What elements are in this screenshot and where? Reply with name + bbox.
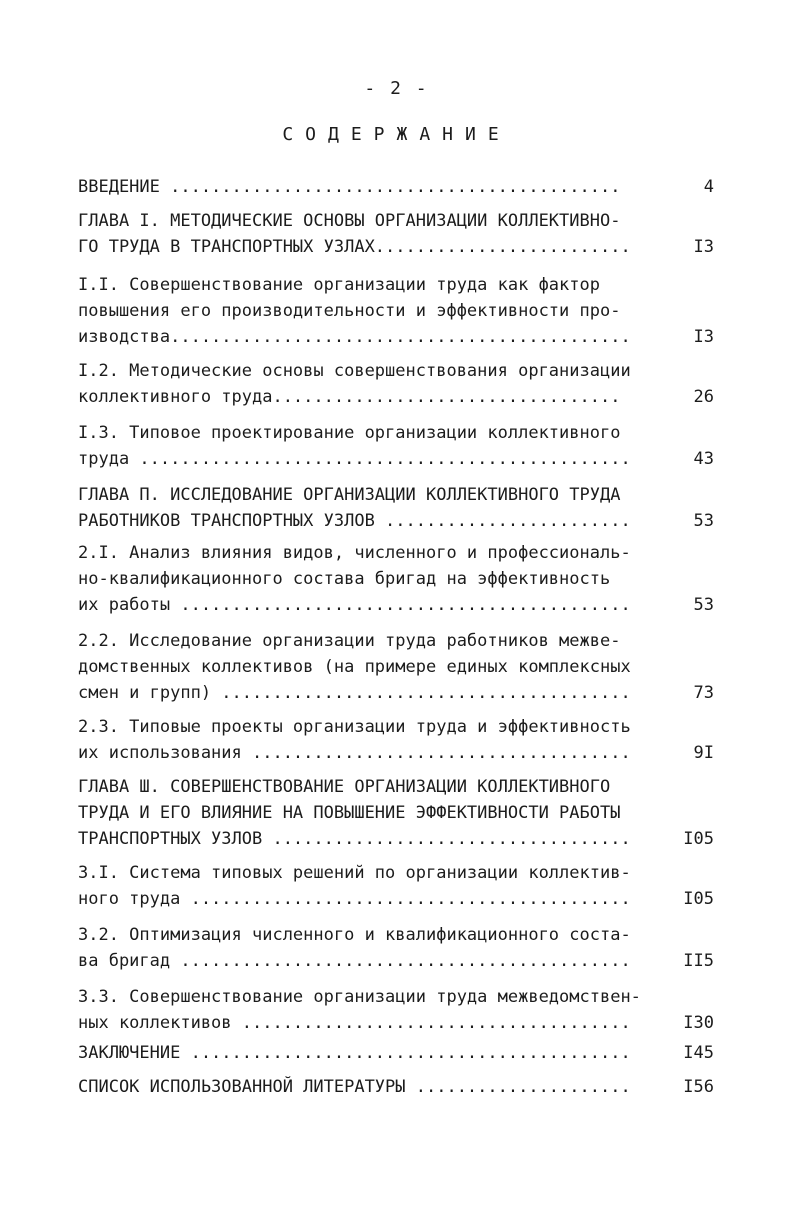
toc-entry-line <box>78 680 728 706</box>
toc-entry-line <box>78 592 728 618</box>
toc-entry-line <box>78 324 728 350</box>
toc-entry-line <box>78 384 728 410</box>
toc-entry-line <box>78 508 728 534</box>
toc-page-number: I30 <box>683 1013 714 1033</box>
toc-entry <box>78 482 728 534</box>
toc-entry <box>78 208 728 260</box>
toc-entry-line <box>78 886 728 912</box>
toc-entry-line: ГЛАВА I. МЕТОДИЧЕСКИЕ ОСНОВЫ ОРГАНИЗАЦИИ КОЛЛЕКТИВНО- <box>78 211 621 231</box>
toc-entry-text: ТРАНСПОРТНЫХ УЗЛОВ ................................... <box>78 829 631 849</box>
toc-page-number: I05 <box>683 829 714 849</box>
toc-entry <box>78 628 728 706</box>
toc-entry-line <box>78 1010 728 1036</box>
toc-entry-text: ва бригад ............................................ <box>78 951 631 971</box>
toc-entry-line: ГЛАВА П. ИССЛЕДОВАНИЕ ОРГАНИЗАЦИИ КОЛЛЕКТИВНОГО ТРУДА <box>78 485 621 505</box>
toc-entry-text: их использования ..................................... <box>78 743 631 763</box>
toc-page-number: I56 <box>683 1077 714 1097</box>
toc-page-number: 53 <box>693 595 714 615</box>
toc-entry <box>78 272 728 350</box>
toc-entry-text: коллективного труда.................................. <box>78 387 621 407</box>
toc-entry-line <box>78 1040 728 1066</box>
toc-entry-line <box>78 174 728 200</box>
toc-entry-line: I.I. Совершенствование организации труда как фактор <box>78 275 600 295</box>
toc-entry-text: ГО ТРУДА В ТРАНСПОРТНЫХ УЗЛАХ......................... <box>78 237 631 257</box>
toc-entry <box>78 540 728 618</box>
toc-entry <box>78 1074 728 1100</box>
toc-entry <box>78 922 728 974</box>
toc-entry-line: повышения его производительности и эффективности про- <box>78 301 621 321</box>
toc-entry <box>78 714 728 766</box>
toc-entry-text: СПИСОК ИСПОЛЬЗОВАННОЙ ЛИТЕРАТУРЫ ..................... <box>78 1077 631 1097</box>
toc-page-number: II5 <box>683 951 714 971</box>
toc-title: СОДЕРЖАНИЕ <box>282 124 511 145</box>
toc-entry-line: I.2. Методические основы совершенствования организации <box>78 361 631 381</box>
toc-entry-line: но-квалификационного состава бригад на эффективность <box>78 569 611 589</box>
toc-page-number: 53 <box>693 511 714 531</box>
toc-entry-line <box>78 948 728 974</box>
toc-entry <box>78 358 728 410</box>
toc-entry-text: смен и групп) ........................................ <box>78 683 631 703</box>
toc-page-number: 4 <box>703 177 714 197</box>
toc-entry-line: 2.I. Анализ влияния видов, численного и профессиональ- <box>78 543 631 563</box>
toc-page-number: I3 <box>693 327 714 347</box>
toc-entry-line <box>78 740 728 766</box>
toc-entry <box>78 174 728 200</box>
toc-entry-line <box>78 446 728 472</box>
toc-entry-text: ного труда ........................................... <box>78 889 631 909</box>
toc-entry-text: труда ................................................ <box>78 449 631 469</box>
toc-entry-text: изводства............................................. <box>78 327 631 347</box>
toc-entry-line: ТРУДА И ЕГО ВЛИЯНИЕ НА ПОВЫШЕНИЕ ЭФФЕКТИВНОСТИ РАБОТЫ <box>78 803 621 823</box>
toc-entry-line: I.3. Типовое проектирование организации коллективного <box>78 423 621 443</box>
toc-page-number: 73 <box>693 683 714 703</box>
toc-page-number: I05 <box>683 889 714 909</box>
toc-entry <box>78 860 728 912</box>
toc-entry <box>78 774 728 852</box>
toc-entry-text: ных коллективов ...................................... <box>78 1013 631 1033</box>
toc-entry-line: 2.3. Типовые проекты организации труда и эффективность <box>78 717 631 737</box>
toc-entry-text: РАБОТНИКОВ ТРАНСПОРТНЫХ УЗЛОВ ........................ <box>78 511 631 531</box>
toc-entry <box>78 1040 728 1066</box>
toc-entry <box>78 420 728 472</box>
toc-entry-line: 3.I. Система типовых решений по организации коллектив- <box>78 863 631 883</box>
toc-entry-text: ВВЕДЕНИЕ ............................................ <box>78 177 621 197</box>
toc-page-number: 26 <box>693 387 714 407</box>
toc-entry-line: 3.2. Оптимизация численного и квалификационного соста- <box>78 925 631 945</box>
toc-page-number: 43 <box>693 449 714 469</box>
toc-entry-text: их работы ............................................ <box>78 595 631 615</box>
toc-entry-line: 3.3. Совершенствование организации труда межведомствен- <box>78 987 641 1007</box>
toc-entry-line <box>78 826 728 852</box>
toc-entry-line: 2.2. Исследование организации труда работников межве- <box>78 631 621 651</box>
toc-entry-line: ГЛАВА Ш. СОВЕРШЕНСТВОВАНИЕ ОРГАНИЗАЦИИ КОЛЛЕКТИВНОГО <box>78 777 611 797</box>
toc-entry-line <box>78 1074 728 1100</box>
toc-entry-line: домственных коллективов (на примере единых комплексных <box>78 657 631 677</box>
toc-entry-line <box>78 234 728 260</box>
toc-entry <box>78 984 728 1036</box>
toc-page-number: 9I <box>693 743 714 763</box>
page-number: - 2 - <box>364 78 429 99</box>
toc-entry-text: ЗАКЛЮЧЕНИЕ ........................................... <box>78 1043 631 1063</box>
toc-page-number: I45 <box>683 1043 714 1063</box>
toc-page-number: I3 <box>693 237 714 257</box>
